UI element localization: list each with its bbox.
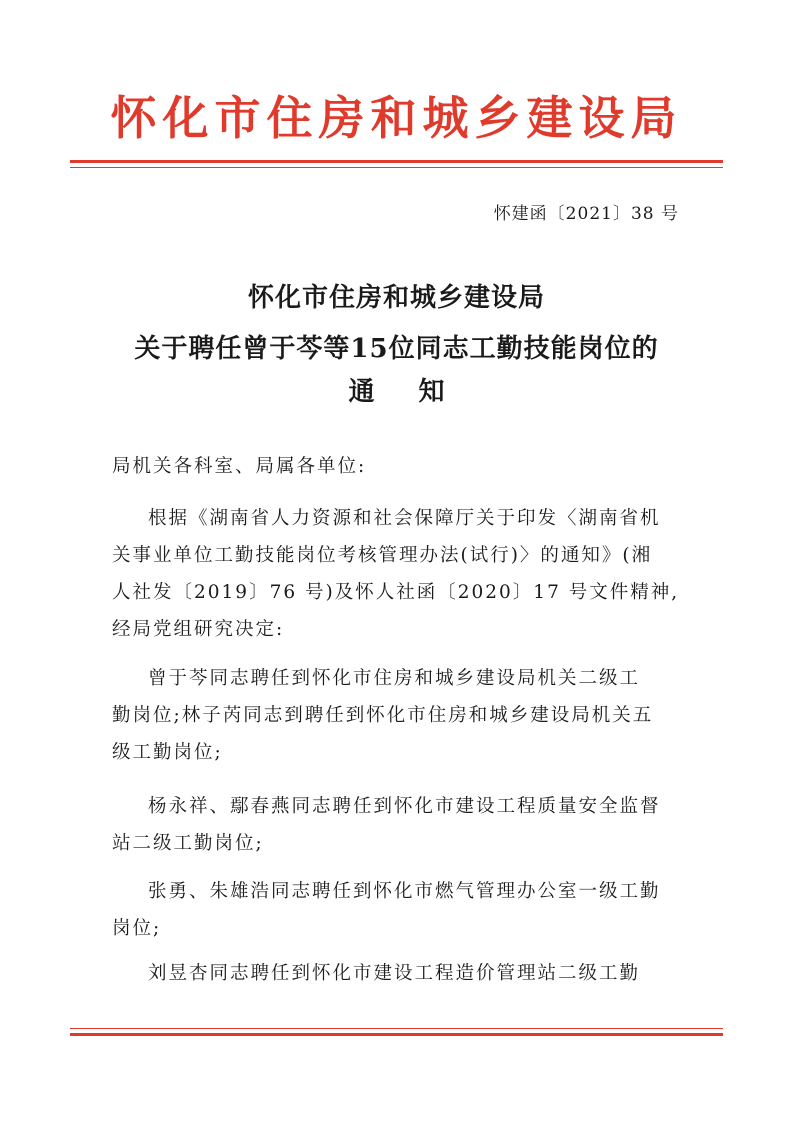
- document-number: 怀建函〔2021〕38 号: [493, 204, 679, 224]
- paragraph-5-line-1: 刘昱杏同志聘任到怀化市建设工程造价管理站二级工勤: [148, 963, 641, 984]
- paragraph-2-line-2: 勤岗位;林子芮同志到聘任到怀化市住房和城乡建设局机关五: [112, 705, 654, 726]
- header-rule-thick: [70, 160, 723, 163]
- agency-header-title: 怀化市住房和城乡建设局: [110, 91, 683, 145]
- paragraph-4-line-2: 岗位;: [112, 918, 162, 939]
- title-line-1: 怀化市住房和城乡建设局: [247, 283, 545, 313]
- footer-rule-thick: [70, 1033, 723, 1036]
- paragraph-2-line-1: 曾于芩同志聘任到怀化市住房和城乡建设局机关二级工: [148, 668, 641, 689]
- paragraph-3-line-2: 站二级工勤岗位;: [112, 833, 264, 854]
- paragraph-4-line-1: 张勇、朱雄浩同志聘任到怀化市燃气管理办公室一级工勤: [148, 881, 661, 902]
- paragraph-3-line-1: 杨永祥、鄢春燕同志聘任到怀化市建设工程质量安全监督: [148, 796, 661, 817]
- title-line-3: 通知: [348, 377, 489, 407]
- paragraph-1-line-2: 关事业单位工勤技能岗位考核管理办法(试行)〉的通知》(湘: [112, 545, 653, 566]
- footer-rule-thin: [70, 1028, 723, 1029]
- paragraph-2-line-3: 级工勤岗位;: [112, 742, 223, 763]
- title-line-2: 关于聘任曾于芩等15位同志工勤技能岗位的: [134, 334, 659, 364]
- paragraph-1-line-3: 人社发〔2019〕76 号)及怀人社函〔2020〕17 号文件精神,: [112, 582, 680, 603]
- header-rule-thin: [70, 167, 723, 168]
- paragraph-1-line-1: 根据《湖南省人力资源和社会保障厅关于印发〈湖南省机: [148, 508, 661, 529]
- salutation: 局机关各科室、局属各单位:: [112, 456, 367, 477]
- paragraph-1-line-4: 经局党组研究决定:: [112, 619, 285, 640]
